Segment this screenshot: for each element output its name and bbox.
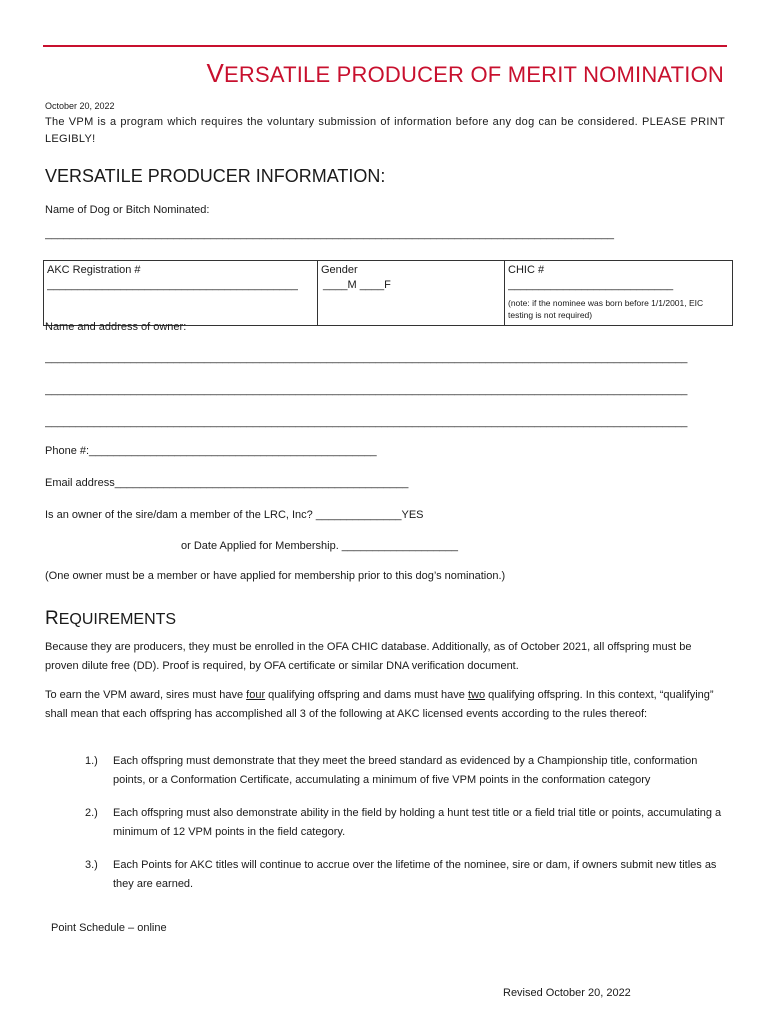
- intro-text: The VPM is a program which requires the voluntary submission of information before any dog can be considered. PLEASE PRINT LEGIBLY!: [45, 116, 725, 145]
- owner-line-1[interactable]: _________________________________________________________________________________________________________: [45, 352, 688, 364]
- membership-note: (One owner must be a member or have applied for membership prior to this dog’s nomination.): [45, 570, 506, 582]
- akc-registration-line[interactable]: _________________________________________: [47, 279, 298, 291]
- list-item: 1.) Each offspring must demonstrate that they meet the breed standard as evidenced by a Championship title, conformation points, or a Conformation Certificate, accumulating a minimum of five VPM points in the conformation category: [85, 755, 698, 786]
- owner-line-3[interactable]: _________________________________________________________________________________________________________: [45, 416, 688, 428]
- chic-number-line[interactable]: ___________________________: [508, 279, 674, 291]
- registration-table: [43, 260, 733, 326]
- requirements-list: [85, 752, 730, 908]
- page-title: VERSATILE PRODUCER OF MERIT NOMINATION: [206, 58, 724, 88]
- list-item: 2.) Each offspring must also demonstrate ability in the field by holding a hunt test title or a field trial title or points, accumulating a minimum of 12 VPM points in the field category.: [85, 807, 722, 838]
- dog-label: Name of Dog or Bitch Nominated:: [45, 204, 210, 216]
- list-item: 3.) Each Points for AKC titles will continue to accrue over the lifetime of the nominee, sire or dam, if owners submit new titles as they are earned.: [85, 859, 717, 890]
- gender-options[interactable]: ____M ____F: [323, 279, 391, 291]
- chic-cell: [505, 261, 733, 326]
- chic-note: (note: if the nominee was born before 1/1/2001, EIC testing is not required): [508, 298, 704, 320]
- chic-label: CHIC #: [508, 264, 545, 276]
- owner-line-2[interactable]: _________________________________________________________________________________________________________: [45, 384, 688, 396]
- gender-label: Gender: [321, 264, 358, 276]
- form-date: October 20, 2022: [45, 101, 115, 111]
- header-rule: [43, 45, 727, 47]
- requirements-heading: REQUIREMENTS: [45, 608, 177, 629]
- membership-date-field[interactable]: or Date Applied for Membership. ___________________: [181, 540, 459, 552]
- akc-label: AKC Registration #: [47, 264, 141, 276]
- akc-cell: [44, 261, 318, 326]
- point-schedule: Point Schedule – online: [51, 922, 167, 934]
- phone-field[interactable]: Phone #:_______________________________________________: [45, 445, 377, 457]
- revised-date: Revised October 20, 2022: [503, 987, 631, 999]
- member-question[interactable]: Is an owner of the sire/dam a member of the LRC, Inc? ______________YES: [45, 509, 424, 521]
- dog-name-line[interactable]: _____________________________________________________________________________________________: [45, 228, 614, 240]
- requirements-paragraph-1: Because they are producers, they must be enrolled in the OFA CHIC database. Additionally, as of October 2021, all offspring must be proven dilute free (DD). Proof is required, by OFA certificate or similar DNA verification document.: [45, 641, 692, 672]
- email-field[interactable]: Email address________________________________________________: [45, 477, 409, 489]
- requirements-paragraph-2: To earn the VPM award, sires must have four qualifying offspring and dams must have two qualifying offspring. In this context, “qualifying” shall mean that each offspring has accomplished all 3 of the following at AKC licensed events according to the rules thereof:: [45, 689, 714, 720]
- producer-heading: VERSATILE PRODUCER INFORMATION:: [45, 166, 386, 186]
- gender-cell: [318, 261, 505, 326]
- owner-label: Name and address of owner:: [45, 321, 187, 333]
